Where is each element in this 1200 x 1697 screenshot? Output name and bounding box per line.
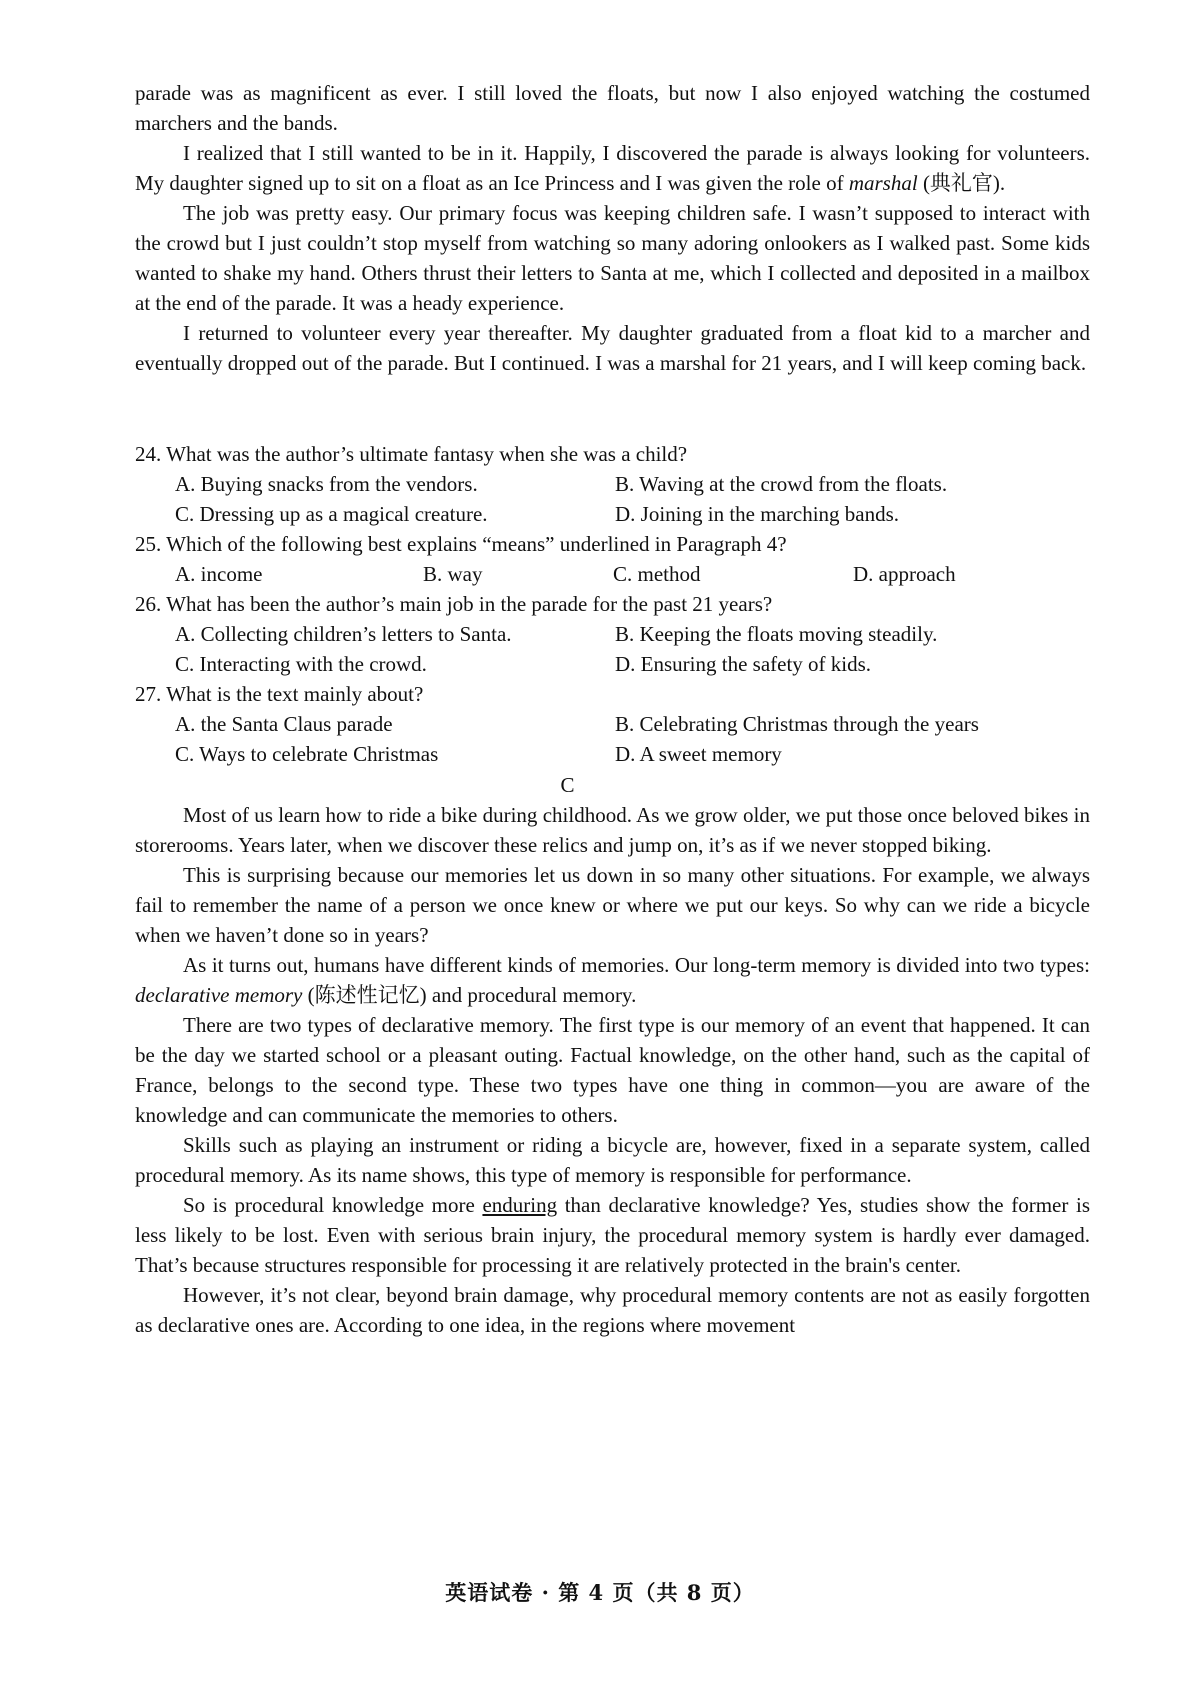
answer-option: D. Ensuring the safety of kids.: [615, 652, 872, 676]
paragraph: [135, 1010, 1090, 1130]
answer-option: B. Celebrating Christmas through the years: [615, 712, 979, 736]
answer-option: A. the Santa Claus parade: [175, 712, 393, 736]
text-segment: I returned to volunteer every year thereafter. My daughter graduated from a float kid to a marcher and eventually dropped out of the parade. But I continued. I was a marshal for 21 years, and I will keep coming back.: [135, 321, 1090, 375]
text-segment: However, it’s not clear, beyond brain damage, why procedural memory contents are not as easily forgotten as declarative ones are. According to one idea, in the regions where movement: [135, 1283, 1090, 1337]
answer-option: D. Joining in the marching bands.: [615, 502, 900, 526]
passage-c: [135, 800, 1090, 1340]
paragraph: [135, 138, 1090, 198]
paragraph: [135, 950, 1090, 1010]
text-segment: The job was pretty easy. Our primary focus was keeping children safe. I wasn’t supposed to interact with the crowd but I just couldn’t stop myself from watching so many adoring onlookers as I walked past. Some kids wanted to shake my hand. Others thrust their letters to Santa at me, which I collected and deposited in a mailbox at the end of the parade. It was a heady experience.: [135, 201, 1090, 315]
answer-option: A. income: [175, 562, 263, 586]
page-footer: 英语试卷 · 第 4 页（共 8 页）: [445, 1580, 755, 1605]
question-stem: 24. What was the author’s ultimate fantasy when she was a child?: [135, 442, 688, 466]
answer-option: B. Keeping the floats moving steadily.: [615, 622, 938, 646]
paragraph: [135, 318, 1090, 378]
italic-term: marshal: [848, 171, 918, 195]
text-segment: (陈述性记忆) and procedural memory.: [302, 983, 637, 1007]
text-segment: Skills such as playing an instrument or riding a bicycle are, however, fixed in a separate system, called procedural memory. As its name shows, this type of memory is responsible for performance.: [135, 1133, 1090, 1187]
answer-option: D. approach: [853, 562, 956, 586]
text-segment: As it turns out, humans have different kinds of memories. Our long-term memory is divided into two types:: [183, 953, 1090, 977]
answer-option: C. method: [613, 562, 701, 586]
answer-option: C. Interacting with the crowd.: [175, 652, 427, 676]
text-segment: than declarative knowledge? Yes, studies show the former is less likely to be lost. Even with serious brain injury, the procedural memory system is hardly ever damaged. That’s because structures responsible for processing it are relatively protected in the brain's center.: [135, 1193, 1091, 1277]
text-segment: This is surprising because our memories let us down in so many other situations. For example, we always fail to remember the name of a person we once knew or where we put our keys. So why can we ride a bicycle when we haven’t done so in years?: [135, 863, 1090, 947]
paragraph: [135, 1190, 1090, 1280]
paragraph: [135, 1130, 1090, 1190]
text-segment: There are two types of declarative memory. The first type is our memory of an event that happened. It can be the day we started school or a pleasant outing. Factual knowledge, on the other hand, such as the capital of France, belongs to the second type. These two types have one thing in common—you are aware of the knowledge and can communicate the memories to others.: [135, 1013, 1090, 1127]
text-segment: I realized that I still wanted to be in it. Happily, I discovered the parade is always looking for volunteers. My daughter signed up to sit on a float as an Ice Princess and I was given the role of: [135, 141, 1090, 195]
paragraph: [135, 860, 1090, 950]
paragraph: [135, 198, 1090, 318]
answer-option: A. Buying snacks from the vendors.: [175, 472, 478, 496]
text-segment: (典礼官).: [917, 171, 1006, 195]
section-c-heading: [135, 770, 1090, 800]
question-stem: 26. What has been the author’s main job in the parade for the past 21 years?: [135, 592, 773, 616]
underlined-word: enduring: [482, 1193, 558, 1217]
section-letter: C: [560, 773, 575, 797]
question-stem: 27. What is the text mainly about?: [135, 682, 424, 706]
answer-option: C. Ways to celebrate Christmas: [175, 742, 439, 766]
answer-options: [175, 469, 1090, 529]
italic-term: declarative memory: [135, 983, 303, 1007]
answer-option: D. A sweet memory: [615, 742, 782, 766]
answer-options: [175, 619, 1090, 679]
questions-24-27: [135, 439, 1090, 769]
answer-option: C. Dressing up as a magical creature.: [175, 502, 488, 526]
paragraph: [135, 1280, 1090, 1340]
answer-options: [175, 709, 1090, 769]
answer-option: B. way: [423, 562, 483, 586]
text-segment: Most of us learn how to ride a bike during childhood. As we grow older, we put those once beloved bikes in storerooms. Years later, when we discover these relics and jump on, it’s as if we never stopped biking.: [135, 803, 1090, 857]
answer-option: A. Collecting children’s letters to Santa.: [175, 622, 512, 646]
paragraph: [135, 78, 1090, 138]
text-segment: parade was as magnificent as ever. I still loved the floats, but now I also enjoyed watching the costumed marchers and the bands.: [135, 81, 1090, 135]
paragraph: [135, 800, 1090, 860]
question-stem: 25. Which of the following best explains “means” underlined in Paragraph 4?: [135, 532, 787, 556]
answer-options: [175, 559, 1090, 589]
text-segment: So is procedural knowledge more: [183, 1193, 483, 1217]
answer-option: B. Waving at the crowd from the floats.: [615, 472, 948, 496]
passage-b-continued: [135, 78, 1090, 378]
